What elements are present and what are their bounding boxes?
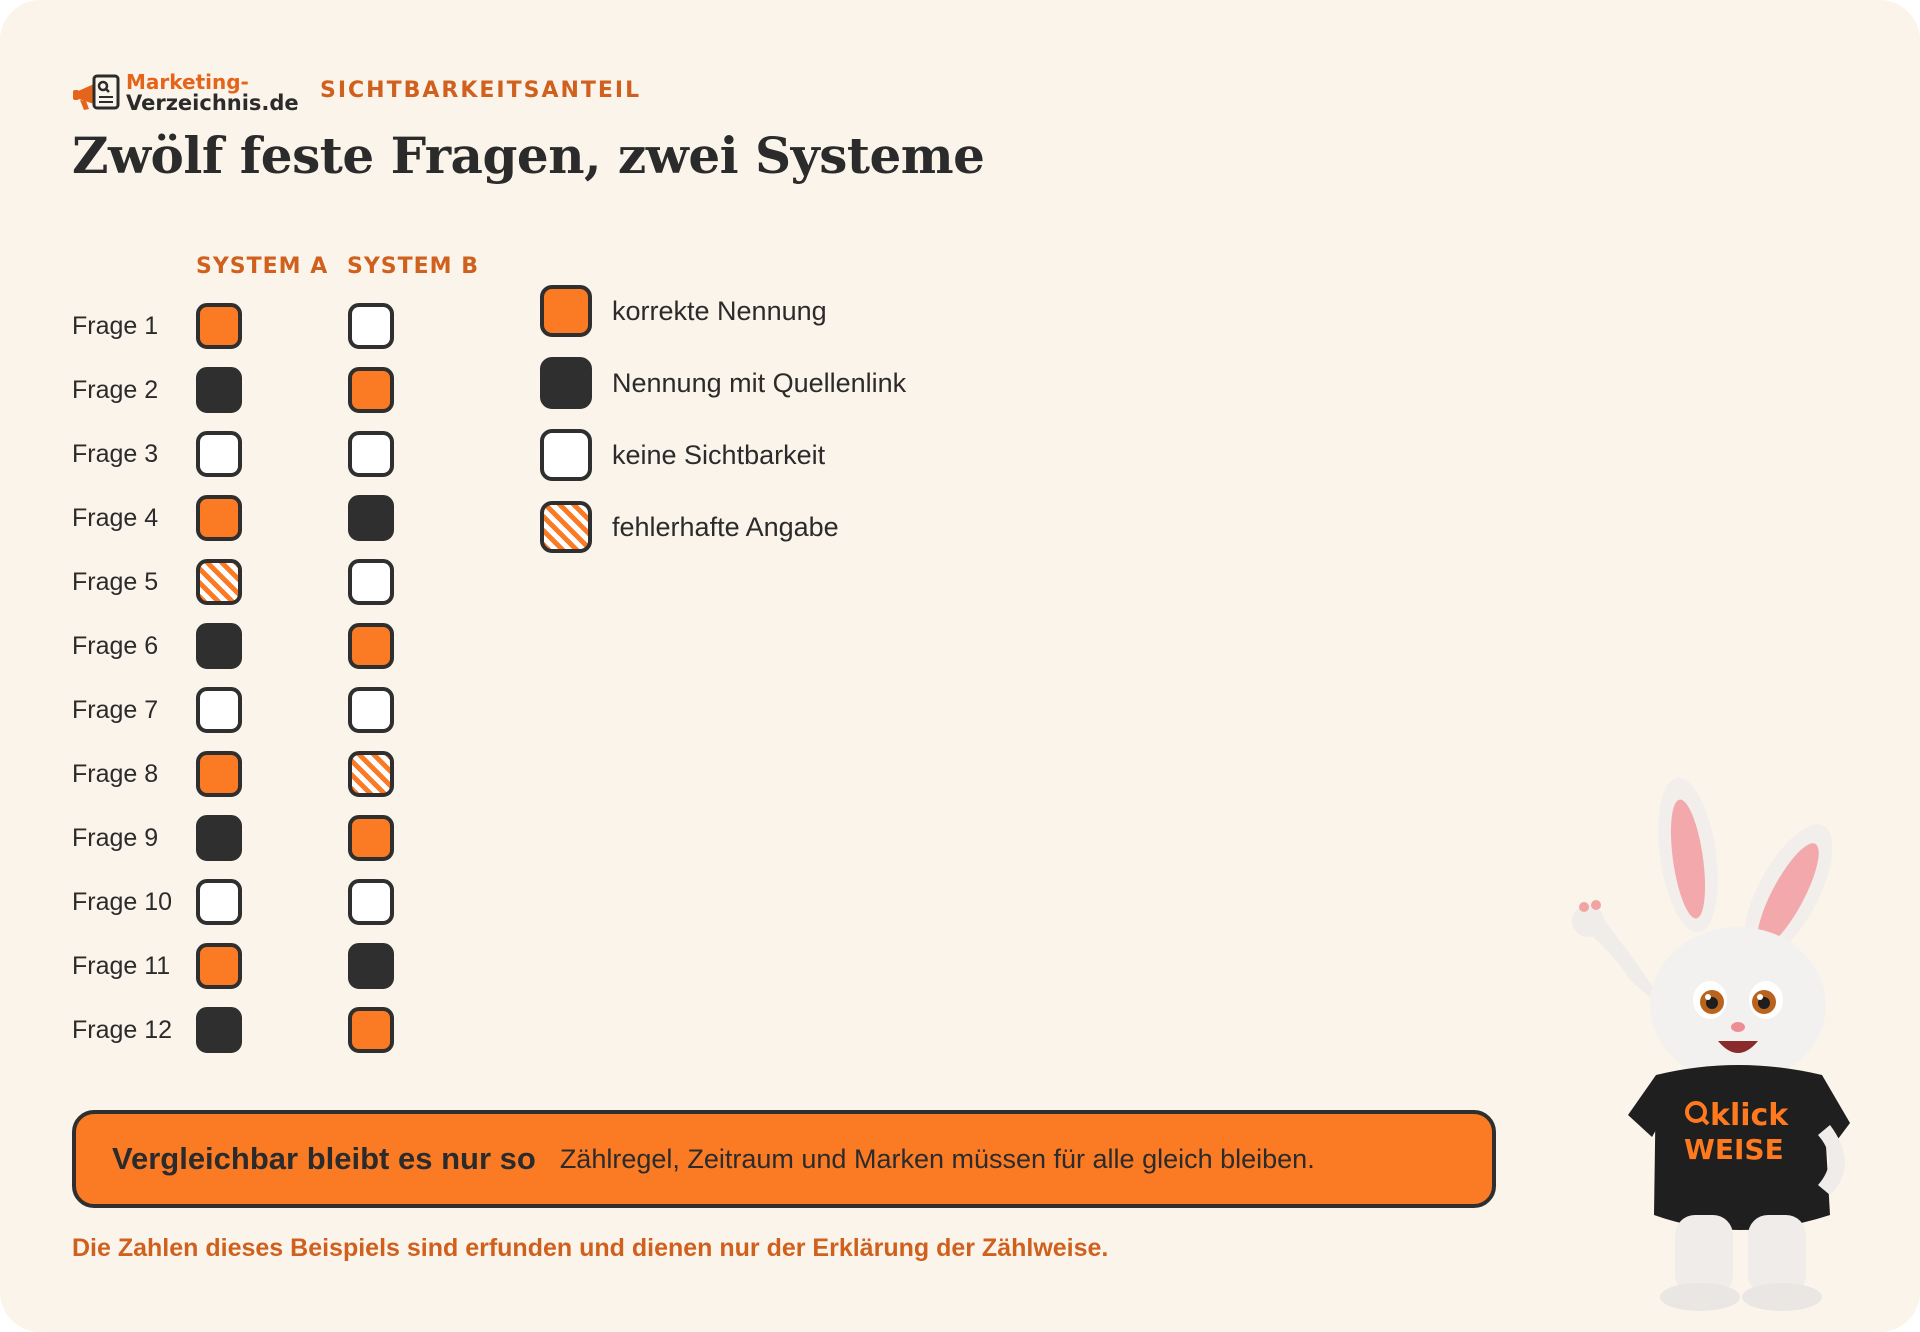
row-label: Frage 10 [72,888,173,916]
column-header-system-b: SYSTEM B [347,254,479,279]
row-label: Frage 7 [72,696,159,724]
kicker-label: SICHTBARKEITSANTEIL [320,78,642,103]
brand-line-1: Marketing- [126,70,249,94]
cell-system-b-none [348,559,394,605]
cell-system-b-correct [348,623,394,669]
brand-logo [72,70,299,116]
row-label: Frage 11 [72,952,171,980]
brand-wordmark [126,72,299,114]
cell-system-a-correct [196,943,242,989]
legend-swatch-error [540,501,592,553]
cell-system-b-correct [348,1007,394,1053]
row-label: Frage 5 [72,568,159,596]
mascot-shirt-text-1: klick [1710,1098,1789,1133]
cell-system-a-correct [196,495,242,541]
callout-banner [72,1110,1496,1208]
megaphone-logo-icon [72,70,122,116]
cell-system-b-none [348,431,394,477]
footnote: Die Zahlen dieses Beispiels sind erfunden und dienen nur der Erklärung der Zählweise. [72,1234,1109,1262]
cell-system-b-error [348,751,394,797]
cell-system-a-correct [196,303,242,349]
mascot-shirt-text-2: WEISE [1684,1133,1784,1166]
row-label: Frage 1 [72,312,159,340]
row-label: Frage 9 [72,824,159,852]
cell-system-a-correct [196,751,242,797]
cell-system-b-link [348,943,394,989]
cell-system-b-correct [348,815,394,861]
row-label: Frage 8 [72,760,159,788]
bunny-mascot-illustration [1560,775,1890,1315]
row-label: Frage 4 [72,504,159,532]
cell-system-b-correct [348,367,394,413]
legend-swatch-correct [540,285,592,337]
cell-system-b-none [348,879,394,925]
legend-label-error: fehlerhafte Angabe [612,512,839,542]
cell-system-a-none [196,687,242,733]
cell-system-a-link [196,623,242,669]
legend-label-none: keine Sichtbarkeit [612,440,826,470]
row-label: Frage 3 [72,440,159,468]
legend-label-link: Nennung mit Quellenlink [612,368,907,398]
row-label: Frage 2 [72,376,159,404]
cell-system-b-none [348,303,394,349]
cell-system-a-link [196,815,242,861]
cell-system-a-link [196,1007,242,1053]
column-header-system-a: SYSTEM A [196,254,329,279]
row-label: Frage 6 [72,632,159,660]
banner-heading: Vergleichbar bleibt es nur so [112,1141,536,1176]
cell-system-b-none [348,687,394,733]
banner-text: Zählregel, Zeitraum und Marken müssen für alle gleich bleiben. [559,1143,1315,1174]
legend-swatch-none [540,429,592,481]
cell-system-a-none [196,431,242,477]
row-label: Frage 12 [72,1016,173,1044]
brand-line-2: Verzeichnis.de [126,91,299,115]
cell-system-a-link [196,367,242,413]
legend-swatch-link [540,357,592,409]
legend-label-correct: korrekte Nennung [612,296,827,326]
cell-system-a-none [196,879,242,925]
page-title: Zwölf feste Fragen, zwei Systeme [72,126,985,185]
cell-system-a-error [196,559,242,605]
cell-system-b-link [348,495,394,541]
